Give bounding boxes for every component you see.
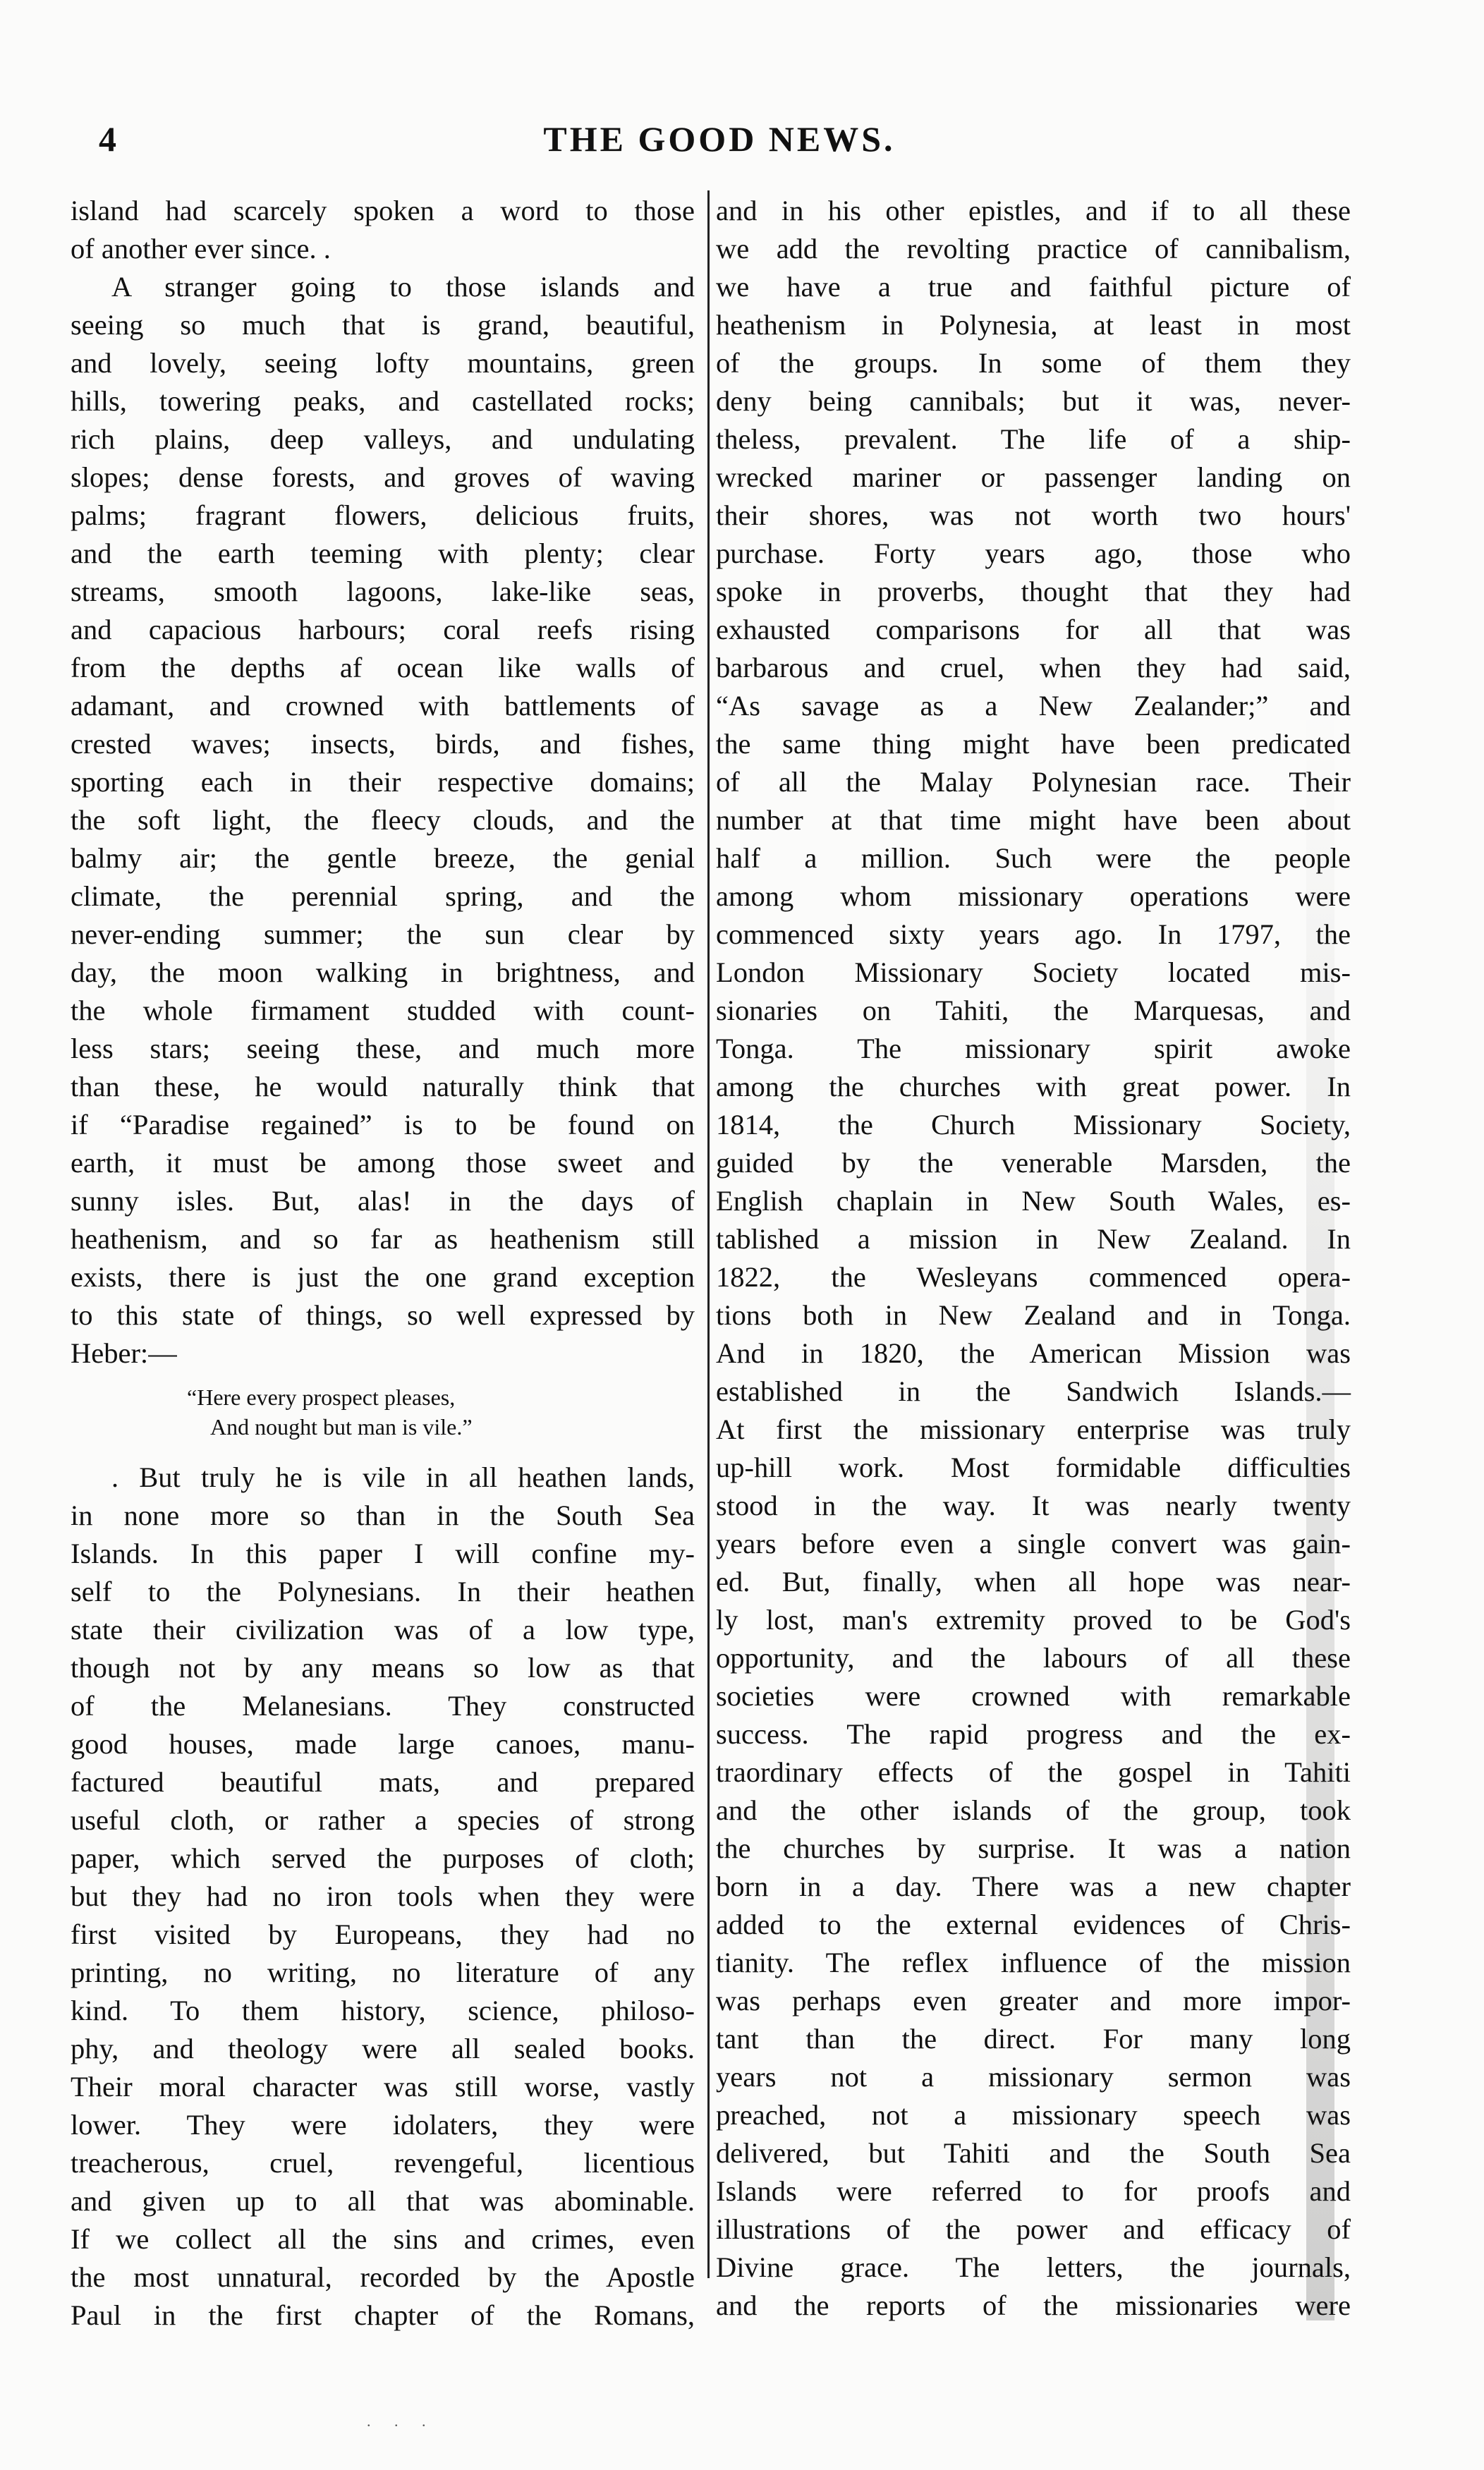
text-line: established in the Sandwich Islands.— [716, 1375, 1351, 1407]
text-line: born in a day. There was a new chapter [716, 1870, 1351, 1902]
text-line: theless, prevalent. The life of a ship- [716, 423, 1351, 455]
text-line: palms; fragrant flowers, delicious fruits, [71, 499, 695, 531]
text-line: of the Melanesians. They constructed [71, 1690, 695, 1722]
text-line: state their civilization was of a low type, [71, 1614, 695, 1645]
text-line: the soft light, the fleecy clouds, and the [71, 804, 695, 836]
text-line: Islands. In this paper I will confine my- [71, 1538, 695, 1569]
right-column [716, 192, 1351, 2325]
text-line: but they had no iron tools when they were [71, 1880, 695, 1912]
text-line: preached, not a missionary speech was [716, 2099, 1351, 2131]
text-line: paper, which served the purposes of cloth; [71, 1842, 695, 1874]
text-line: guided by the venerable Marsden, the [716, 1147, 1351, 1179]
text-line: of the groups. In some of them they [716, 347, 1351, 379]
text-line: tablished a mission in New Zealand. In [716, 1223, 1351, 1255]
text-line: rich plains, deep valleys, and undulating [71, 423, 695, 455]
text-line: less stars; seeing these, and much more [71, 1033, 695, 1064]
text-line: earth, it must be among those sweet and [71, 1147, 695, 1179]
text-line: success. The rapid progress and the ex- [716, 1718, 1351, 1750]
text-line: ly lost, man's extremity proved to be God's [716, 1604, 1351, 1636]
text-line: and lovely, seeing lofty mountains, green [71, 347, 695, 379]
text-line: Paul in the first chapter of the Romans, [71, 2299, 695, 2331]
text-line: lower. They were idolaters, they were [71, 2109, 695, 2141]
text-line: If we collect all the sins and crimes, even [71, 2223, 695, 2255]
text-line: of another ever since. . [71, 233, 331, 264]
text-line: self to the Polynesians. In their heathen [71, 1576, 695, 1607]
text-line: 1822, the Wesleyans commenced opera- [716, 1261, 1351, 1293]
running-head [99, 118, 1340, 161]
text-line: years not a missionary sermon was [716, 2061, 1351, 2093]
text-line: the most unnatural, recorded by the Apostle [71, 2261, 695, 2293]
text-line: slopes; dense forests, and groves of waving [71, 461, 695, 493]
text-line: hills, towering peaks, and castellated rocks; [71, 385, 695, 417]
text-line: seeing so much that is grand, beautiful, [71, 309, 695, 341]
text-line: tant than the direct. For many long [716, 2023, 1351, 2055]
text-line: illustrations of the power and efficacy of [716, 2213, 1351, 2245]
text-line: 1814, the Church Missionary Society, [716, 1109, 1351, 1140]
text-line: and the earth teeming with plenty; clear [71, 537, 695, 569]
text-line: “As savage as a New Zealander;” and [716, 690, 1351, 722]
text-line: deny being cannibals; but it was, never- [716, 385, 1351, 417]
text-line: from the depths af ocean like walls of [71, 652, 695, 683]
page-number: 4 [99, 119, 116, 159]
text-line: traordinary effects of the gospel in Tahiti [716, 1756, 1351, 1788]
text-line: Divine grace. The letters, the journals, [716, 2251, 1351, 2283]
text-line: to this state of things, so well expressed by [71, 1299, 695, 1331]
text-line: A stranger going to those islands and [111, 271, 695, 303]
text-line: and given up to all that was abominable. [71, 2185, 695, 2217]
text-line: sunny isles. But, alas! in the days of [71, 1185, 695, 1217]
scan-margin-smudge [1306, 705, 1334, 2320]
right-text [716, 192, 1351, 2325]
journal-title: THE GOOD NEWS. [543, 119, 896, 159]
text-line: sporting each in their respective domains; [71, 766, 695, 798]
text-line: the whole firmament studded with count- [71, 994, 695, 1026]
text-line: among the churches with great power. In [716, 1071, 1351, 1102]
text-line: balmy air; the gentle breeze, the genial [71, 842, 695, 874]
text-line: . But truly he is vile in all heathen lands, [111, 1461, 695, 1493]
text-line: the churches by surprise. It was a nation [716, 1832, 1351, 1864]
text-line: sionaries on Tahiti, the Marquesas, and [716, 994, 1351, 1026]
left-column [71, 192, 695, 2335]
text-line: heathenism in Polynesia, at least in most [716, 309, 1351, 341]
text-line: exhausted comparisons for all that was [716, 614, 1351, 645]
quote-line: “Here every prospect pleases, [187, 1385, 456, 1410]
text-line: though not by any means so low as that [71, 1652, 695, 1684]
text-line: ed. But, finally, when all hope was near- [716, 1566, 1351, 1598]
text-line: if “Paradise regained” is to be found on [71, 1109, 695, 1140]
text-line: of all the Malay Polynesian race. Their [716, 766, 1351, 798]
text-line: delivered, but Tahiti and the South Sea [716, 2137, 1351, 2169]
text-line: Heber:— [71, 1337, 177, 1369]
left-text-before-quote [71, 192, 695, 1373]
text-line: spoke in proverbs, thought that they had [716, 576, 1351, 607]
text-line: never-ending summer; the sun clear by [71, 918, 695, 950]
text-line: printing, no writing, no literature of any [71, 1957, 695, 1988]
text-line: among whom missionary operations were [716, 880, 1351, 912]
text-line: number at that time might have been about [716, 804, 1351, 836]
text-line: Their moral character was still worse, vastly [71, 2071, 695, 2103]
text-line: we add the revolting practice of cannibalism, [716, 233, 1351, 264]
quote-line: And nought but man is vile.” [210, 1414, 473, 1440]
text-line: barbarous and cruel, when they had said, [716, 652, 1351, 683]
text-line: and capacious harbours; coral reefs rising [71, 614, 695, 645]
text-line: and the reports of the missionaries were [716, 2289, 1351, 2321]
text-line: added to the external evidences of Chris- [716, 1909, 1351, 1940]
text-line: Islands were referred to for proofs and [716, 2175, 1351, 2207]
text-line: the same thing might have been predicated [716, 728, 1351, 760]
text-line: London Missionary Society located mis- [716, 956, 1351, 988]
text-line: we have a true and faithful picture of [716, 271, 1351, 303]
column-divider [707, 190, 710, 2278]
text-line: treacherous, cruel, revengeful, licentious [71, 2147, 695, 2179]
text-line: tions both in New Zealand and in Tonga. [716, 1299, 1351, 1331]
text-line: societies were crowned with remarkable [716, 1680, 1351, 1712]
text-line: useful cloth, or rather a species of strong [71, 1804, 695, 1836]
text-line: exists, there is just the one grand exception [71, 1261, 695, 1293]
text-line: good houses, made large canoes, manu- [71, 1728, 695, 1760]
text-line: purchase. Forty years ago, those who [716, 537, 1351, 569]
text-line: and in his other epistles, and if to all these [716, 195, 1351, 226]
text-line: in none more so than in the South Sea [71, 1499, 695, 1531]
text-line: kind. To them history, science, philoso- [71, 1995, 695, 2026]
text-line: climate, the perennial spring, and the [71, 880, 695, 912]
text-line: stood in the way. It was nearly twenty [716, 1490, 1351, 1521]
text-line: commenced sixty years ago. In 1797, the [716, 918, 1351, 950]
text-line: heathenism, and so far as heathenism still [71, 1223, 695, 1255]
text-line: streams, smooth lagoons, lake-like seas, [71, 576, 695, 607]
text-line: tianity. The reflex influence of the mission [716, 1947, 1351, 1978]
text-line: wrecked mariner or passenger landing on [716, 461, 1351, 493]
text-line: island had scarcely spoken a word to those [71, 195, 695, 226]
text-line: opportunity, and the labours of all these [716, 1642, 1351, 1674]
text-line: Tonga. The missionary spirit awoke [716, 1033, 1351, 1064]
text-line: than these, he would naturally think that [71, 1071, 695, 1102]
text-line: English chaplain in New South Wales, es- [716, 1185, 1351, 1217]
text-line: up-hill work. Most formidable difficulties [716, 1452, 1351, 1483]
text-line: was perhaps even greater and more impor- [716, 1985, 1351, 2016]
text-line: first visited by Europeans, they had no [71, 1918, 695, 1950]
scan-artifact: . . . [367, 2412, 436, 2430]
text-line: half a million. Such were the people [716, 842, 1351, 874]
heber-quote [71, 1382, 695, 1442]
text-line: day, the moon walking in brightness, and [71, 956, 695, 988]
text-line: And in 1820, the American Mission was [716, 1337, 1351, 1369]
text-line: and the other islands of the group, took [716, 1794, 1351, 1826]
text-line: years before even a single convert was gain- [716, 1528, 1351, 1559]
text-line: factured beautiful mats, and prepared [71, 1766, 695, 1798]
text-line: phy, and theology were all sealed books. [71, 2033, 695, 2064]
left-text-after-quote [71, 1459, 695, 2335]
text-line: At first the missionary enterprise was truly [716, 1413, 1351, 1445]
text-line: adamant, and crowned with battlements of [71, 690, 695, 722]
text-line: crested waves; insects, birds, and fishes, [71, 728, 695, 760]
text-line: their shores, was not worth two hours' [716, 499, 1351, 531]
